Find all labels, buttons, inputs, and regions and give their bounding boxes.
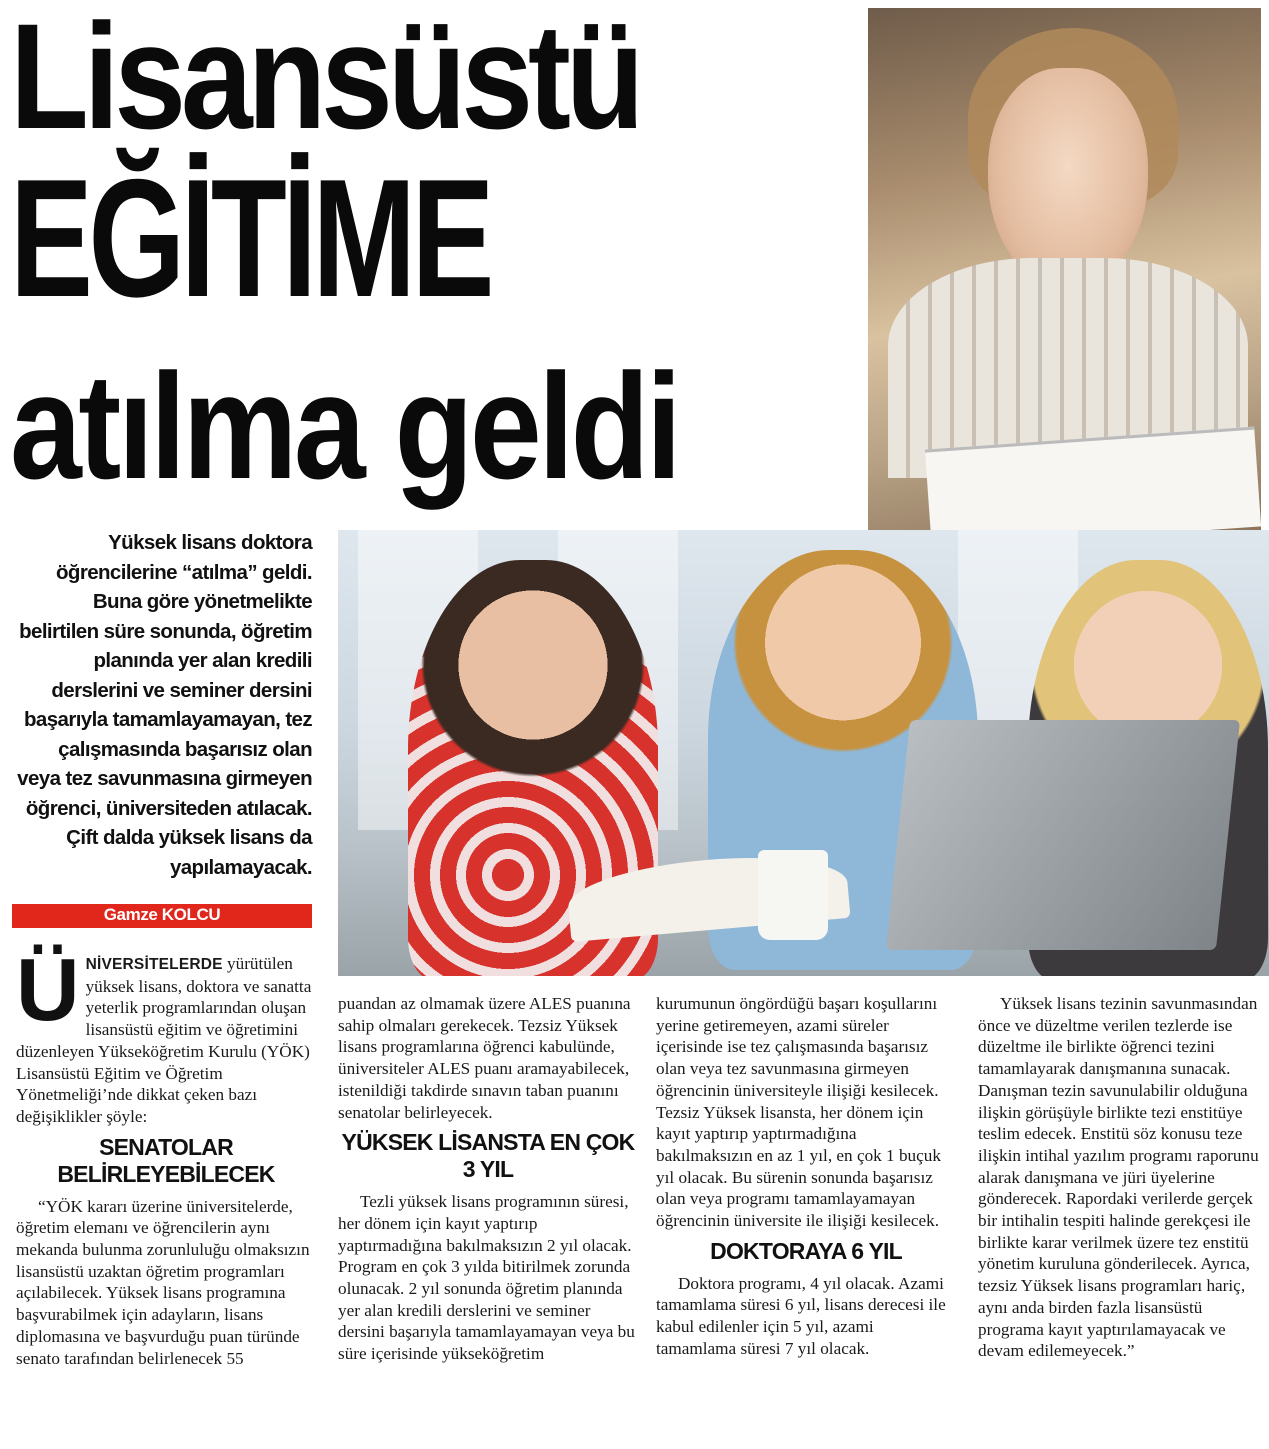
subhead-doktoraya: DOKTORAYA 6 YIL	[710, 1237, 902, 1264]
photo-laptop-shape	[886, 720, 1240, 950]
body-paragraph: Doktora programı, 4 yıl olacak. Azami tamamlama süresi 6 yıl, lisans derecesi ile kabul edilenler için 5 yıl, azami tamamlama süresi 7 yıl olacak.	[656, 1273, 946, 1358]
article-column-3	[656, 993, 956, 1360]
body-paragraph-continued: kurumunun öngördüğü başarı koşullarını yerine getiremeyen, azami süreler içerisinde ise tez çalışmasında başarısız olan veya tez savunmasına girmeyen öğrencinin üniversiteyle ilişiği kesilecek. Tezsiz Yüksek lisansta, her dönem için kayıt yaptırıp yaptırmadığına bakılmaksızın en az 1 yıl, en çok 1 buçuk yıl olacak. Bu sürenin sonunda başarısız olan veya programı tamamlayamayan öğrencinin üniversite ile ilişiği kesilecek.	[656, 994, 941, 1231]
drop-cap: Ü	[16, 940, 80, 1039]
photo-cup-shape	[758, 850, 828, 940]
byline: Gamze KOLCU	[103, 905, 221, 924]
headline-line-3: atılma geldi	[10, 342, 679, 510]
article-column-2	[338, 993, 638, 1365]
subhead-yuksek-lisansta: YÜKSEK LİSANSTA EN ÇOK 3 YIL	[341, 1129, 635, 1183]
photo-face-shape	[988, 68, 1148, 288]
article-column-4	[978, 993, 1260, 1362]
body-paragraph: Tezli yüksek lisans programının süresi, her dönem için kayıt yaptırıp yaptırmadığına bakılmaksızın 2 yıl olacak. Program en çok 3 yılda bitirilmek zorunda olunacak. 2 yıl sonunda öğretim planında yer alan kredili derslerini ve seminer dersini başarıyla tamamlayamayan veya bu süre içerisinde yükseköğretim	[338, 1192, 635, 1364]
intro-caps: NİVERSİTELERDE	[85, 956, 223, 973]
body-paragraph: “YÖK kararı üzerine üniversitelerde, öğretim elemanı ve öğrencilerin aynı mekanda bulunma zorunluluğu olmaksızın lisansüstü uzaktan öğretim programları açılabilecek. Yüksek lisans programına başvurabilmek için adayların, lisans diplomasına ve başvurduğu puan türünde senato tarafından belirlenecek 55	[16, 1196, 310, 1368]
body-paragraph-continued: puandan az olmamak üzere ALES puanına sahip olmaları gerekecek. Tezsiz Yüksek lisans programlarına öğrenci kabulünde, üniversiteler ALES puanı aramayabilecek, istenildiği takdirde sınavın taban puanını senatolar belirleyecek.	[338, 994, 631, 1122]
subhead-senatolar: SENATOLAR BELİRLEYEBİLECEK	[57, 1133, 275, 1187]
lead-paragraph: Yüksek lisans doktora öğrencilerine “atılma” geldi. Buna göre yönetmelikte belirtilen süre sonunda, öğretim planında yer alan kredili derslerini ve seminer dersini başarıyla tamamlayamayan, tez çalışmasında başarısız olan veya tez savunmasına girmeyen öğrenci, üniversiteden atılacak. Çift dalda yüksek lisans da yapılamayacak.	[17, 531, 312, 879]
intro-paragraph	[16, 940, 316, 1128]
byline-bar	[12, 904, 312, 928]
headline-line-2: EĞİTİME	[10, 144, 491, 332]
body-paragraph: Yüksek lisans tezinin savunmasından önce ve düzeltme verilen tezlerde ise düzeltme ile birlikte öğrenci tezini tamamlayarak danışmanına sunacak. Danışman tezin savunulabilir olduğuna ilişkin görüşüyle birlikte tezi enstitüye teslim edecek. Enstitü söz konusu teze ilişkin intihal yazılım programı raporunu alarak danışmana ve jüri üyelerine gönderecek. Rapordaki verilerde gerçek bir intihalin tespiti halinde gerekçesi ile birlikte karar verilmek üzere tez enstitü yönetim kuruluna gönderilecek. Ayrıca, tezsiz Yüksek lisans programları hariç, aynı anda birden fazla lisansüstü programa kayıt yaptırılamayacak ve devam edilemeyecek.”	[978, 994, 1259, 1361]
article-column-1	[16, 940, 316, 1369]
students-laptop-photo	[338, 530, 1269, 976]
intro-text: yürütülen yüksek lisans, doktora ve sanatta yeterlik programlarından oluşan lisansüstü eğitim ve öğretimini düzenleyen Yükseköğretim Kurulu (YÖK) Lisansüstü Eğitim ve Öğretim Yönetmeliği’nde dikkat çeken bazı değişiklikler şöyle:	[16, 954, 312, 1126]
student-photo	[868, 8, 1261, 540]
headline-line-1: Lisansüstü	[10, 0, 640, 160]
